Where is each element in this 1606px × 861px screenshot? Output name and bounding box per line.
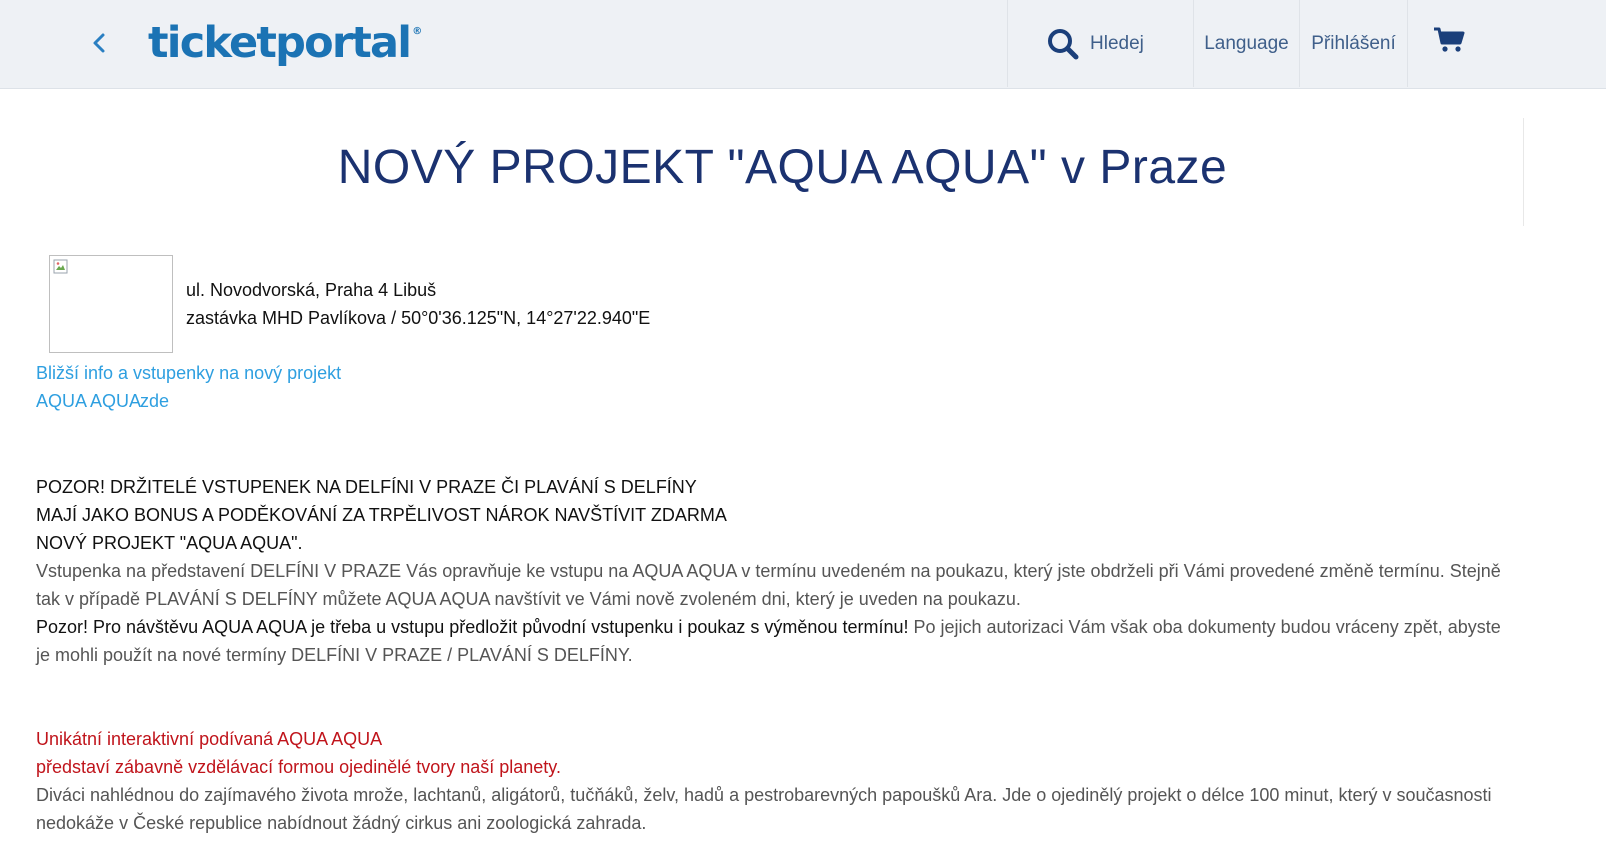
broken-image-icon bbox=[53, 259, 69, 275]
project-description: Diváci nahlédnou do zajímavého života mrože, lachtanů, aligátorů, tučňáků, želv, hadů a pestrobarevných papoušků Ara. Jde o ojedinělý projekt o délce 100 minut, který v současnosti nedokáže v České republice nabídnout žádný cirkus ani zoologická zahrada. bbox=[36, 785, 1492, 833]
entry-requirement-emphasis: Pozor! Pro návštěvu AQUA AQUA je třeba u vstupu předložit původní vstupenku i poukaz s výměnou termínu! bbox=[36, 617, 909, 637]
venue-transport-gps: zastávka MHD Pavlíkova / 50°0'36.125"N, 14°27'22.940"E bbox=[186, 308, 651, 328]
entry-requirement-text: Po jejich autorizaci Vám však oba dokumenty budou vráceny zpět, abyste je mohli použít na nové termíny DELFÍNI V PRAZE / PLAVÁNÍ S DELFÍNY. bbox=[36, 617, 1501, 665]
ticket-validity-paragraph: Vstupenka na představení DELFÍNI V PRAZE Vás opravňuje ke vstupu na AQUA AQUA v termínu uvedeném na poukazu, který jste obdrželi při Vámi provedené změně termínu. Stejně tak v případě PLAVÁNÍ S DELFÍNY můžete AQUA AQUA navštívit ve Vámi nově zvoleném dni, který je uveden na poukazu. bbox=[36, 561, 1501, 609]
info-link-here[interactable]: zde bbox=[140, 391, 170, 411]
login-button[interactable] bbox=[1300, 0, 1407, 87]
login-label: Přihlášení bbox=[1311, 32, 1396, 54]
search-button[interactable] bbox=[1008, 0, 1193, 87]
search-label: Hledej bbox=[1090, 32, 1144, 54]
search-icon bbox=[1046, 27, 1080, 61]
warning-line: NOVÝ PROJEKT "AQUA AQUA". bbox=[36, 533, 303, 553]
highlight-line: představí zábavně vzdělávací formou ojedinělé tvory naší planety. bbox=[36, 757, 561, 777]
back-button[interactable] bbox=[82, 26, 116, 60]
logo-text: ticketportal bbox=[148, 18, 411, 68]
chevron-left-icon bbox=[92, 32, 106, 54]
venue-image bbox=[49, 255, 173, 353]
registered-mark: ® bbox=[412, 25, 423, 37]
page-title: NOVÝ PROJEKT "AQUA AQUA" v Praze bbox=[337, 141, 1228, 194]
venue-address: ul. Novodvorská, Praha 4 Libuš bbox=[186, 280, 437, 300]
info-link[interactable]: Bližší info a vstupenky na nový projekt bbox=[36, 363, 342, 383]
ticketportal-logo[interactable] bbox=[148, 8, 422, 78]
language-button[interactable] bbox=[1194, 0, 1299, 87]
divider bbox=[1523, 118, 1524, 226]
language-label: Language bbox=[1204, 32, 1289, 54]
info-link-project[interactable]: AQUA AQUA bbox=[36, 391, 142, 411]
highlight-line: Unikátní interaktivní podívaná AQUA AQUA bbox=[36, 729, 383, 749]
top-navigation-bar bbox=[0, 0, 1606, 89]
warning-line: MAJÍ JAKO BONUS A PODĚKOVÁNÍ ZA TRPĚLIVOST NÁROK NAVŠTÍVIT ZDARMA bbox=[36, 505, 727, 525]
entry-requirement-paragraph bbox=[36, 613, 1516, 669]
cart-icon bbox=[1433, 26, 1465, 54]
cart-button[interactable] bbox=[1408, 0, 1490, 87]
warning-line: POZOR! DRŽITELÉ VSTUPENEK NA DELFÍNI V PRAZE ČI PLAVÁNÍ S DELFÍNY bbox=[36, 477, 697, 497]
